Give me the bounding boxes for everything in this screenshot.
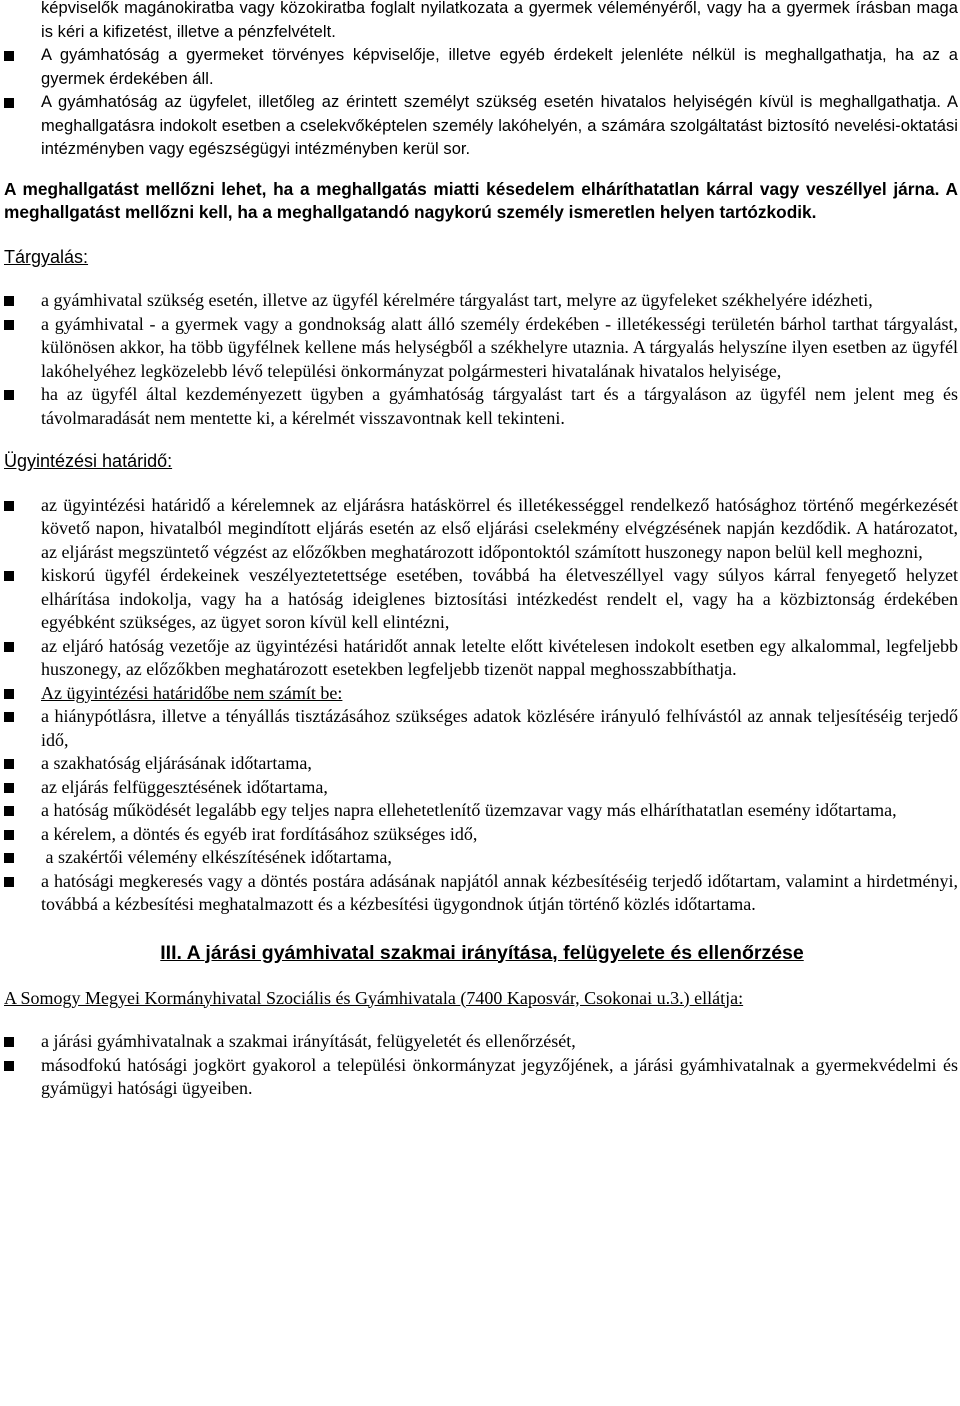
list-item: a szakhatóság eljárásának időtartama,	[4, 752, 960, 776]
section-title: III. A járási gyámhivatal szakmai irányítása, felügyelete és ellenőrzése	[160, 941, 804, 964]
list-item: az eljárás felfüggesztésének időtartama,	[4, 776, 960, 800]
list-item: a gyámhivatal - a gyermek vagy a gondnokság alatt álló személy érdekében - illetékességi területén bárhol tarthat tárgyalást, különösen akkor, ha több ügyfélnek kellene más helységből a székhelyre utaznia. A tárgyalás helyszíne ilyen esetben az ügyfél lakóhelyéhez legközelebb lévő települési önkormányzat polgármesteri hivatalának hivatalos helyisége,	[4, 313, 960, 384]
list-item: a gyámhivatal szükség esetén, illetve az ügyfél kérelmére tárgyalást tart, melyre az ügyfeleket székhelyére idézheti,	[4, 289, 960, 313]
list-item: másodfokú hatósági jogkört gyakorol a települési önkormányzat jegyzőjének, a járási gyámhivatalnak a gyermekvédelmi és gyámügyi hatósági ügyeiben.	[4, 1054, 960, 1101]
list-item-continued: képviselők magánokiratba vagy közokiratba foglalt nyilatkozata a gyermek véleményéről, vagy ha a gyermek írásban maga is kéri a kifizetést, illetve a pénzfelvételt.	[41, 0, 958, 41]
list-item: az eljáró hatóság vezetője az ügyintézési határidőt annak letelte előtt kivételesen indokolt esetben egy alkalommal, legfeljebb huszonegy, az előzőkben meghatározott esetekben legfeljebb tizenöt nappal meghosszabbíthatja.	[4, 635, 960, 682]
list-item: a hatóság működését legalább egy teljes napra ellehetetlenítő üzemzavar vagy más elháríthatatlan esemény időtartama,	[4, 799, 960, 823]
exclusions-heading: Az ügyintézési határidőbe nem számít be:	[41, 682, 343, 703]
section3-list	[4, 1030, 960, 1101]
top-list	[4, 0, 960, 162]
hatarido-list	[4, 494, 960, 917]
list-item: A gyámhatóság az ügyfelet, illetőleg az érintett személyt szükség esetén hivatalos helyiségén kívül is meghallgathatja. A meghallgatásra indokolt esetben a cselekvőképtelen személy lakóhelyén, a számára szolgáltatást biztosító nevelési-oktatási intézményben vagy egészségügyi intézményben kerül sor.	[4, 91, 960, 162]
list-item: ha az ügyfél által kezdeményezett ügyben a gyámhatóság tárgyalást tart és a tárgyaláson az ügyfél nem jelent meg és távolmaradását nem mentette ki, a kérelmét visszavontnak kell tekinteni.	[4, 383, 960, 430]
list-item: a járási gyámhivatalnak a szakmai irányítását, felügyeletét és ellenőrzését,	[4, 1030, 960, 1054]
list-item-exclusions-heading	[4, 682, 960, 706]
list-item: kiskorú ügyfél érdekeinek veszélyeztetettsége esetében, továbbá ha életveszéllyel vagy súlyos kárral fenyegető helyzet elhárítása indokolja, vagy ha a hatóság ideiglenes biztosítási intézkedést rendelt el, vagy ha a közbiztonság érdekében egyébként szükséges, az ügyet soron kívül kell elintézni,	[4, 564, 960, 635]
section-heading-targyalas: Tárgyalás:	[4, 246, 89, 267]
list-item: a szakértői vélemény elkészítésének időtartama,	[4, 846, 960, 870]
section-intro: A Somogy Megyei Kormányhivatal Szociális és Gyámhivatala (7400 Kaposvár, Csokonai u.3.) ellátja:	[4, 987, 744, 1008]
list-item: a hiánypótlásra, illetve a tényállás tisztázásához szükséges adatok közlésére irányuló felhívástól az annak teljesítéséig terjedő idő,	[4, 705, 960, 752]
list-item: A gyámhatóság a gyermeket törvényes képviselője, illetve egyéb érdekelt jelenléte nélkül is meghallgathatja, ha az a gyermek érdekében áll.	[4, 44, 960, 91]
targyalas-list	[4, 289, 960, 430]
section-heading-hatarido: Ügyintézési határidő:	[4, 451, 173, 471]
list-item: az ügyintézési határidő a kérelemnek az eljárásra hatáskörrel és illetékességgel rendelkező hatósághoz történő megérkezését követő napon, hivatalból megindított eljárás esetén az első eljárási cselekmény elvégzésének napján kezdődik. A határozatot, az eljárást megszüntető végzést az előzőkben meghatározott időpontoktól számított huszonegy napon belül kell meghozni,	[4, 494, 960, 565]
bold-paragraph: A meghallgatást mellőzni lehet, ha a meghallgatás miatti késedelem elháríthatatlan kárral vagy veszéllyel járna. A meghallgatást mellőzni kell, ha a meghallgatandó nagykorú személy ismeretlen helyen tartózkodik.	[4, 178, 958, 222]
list-item: a kérelem, a döntés és egyéb irat fordításához szükséges idő,	[4, 823, 960, 847]
list-item: a hatósági megkeresés vagy a döntés postára adásának napjától annak kézbesítéséig terjedő időtartam, valamint a hirdetményi, továbbá a kézbesítési meghatalmazott és a kézbesítési ügygondnok útján történő közlés időtartama.	[4, 870, 960, 917]
